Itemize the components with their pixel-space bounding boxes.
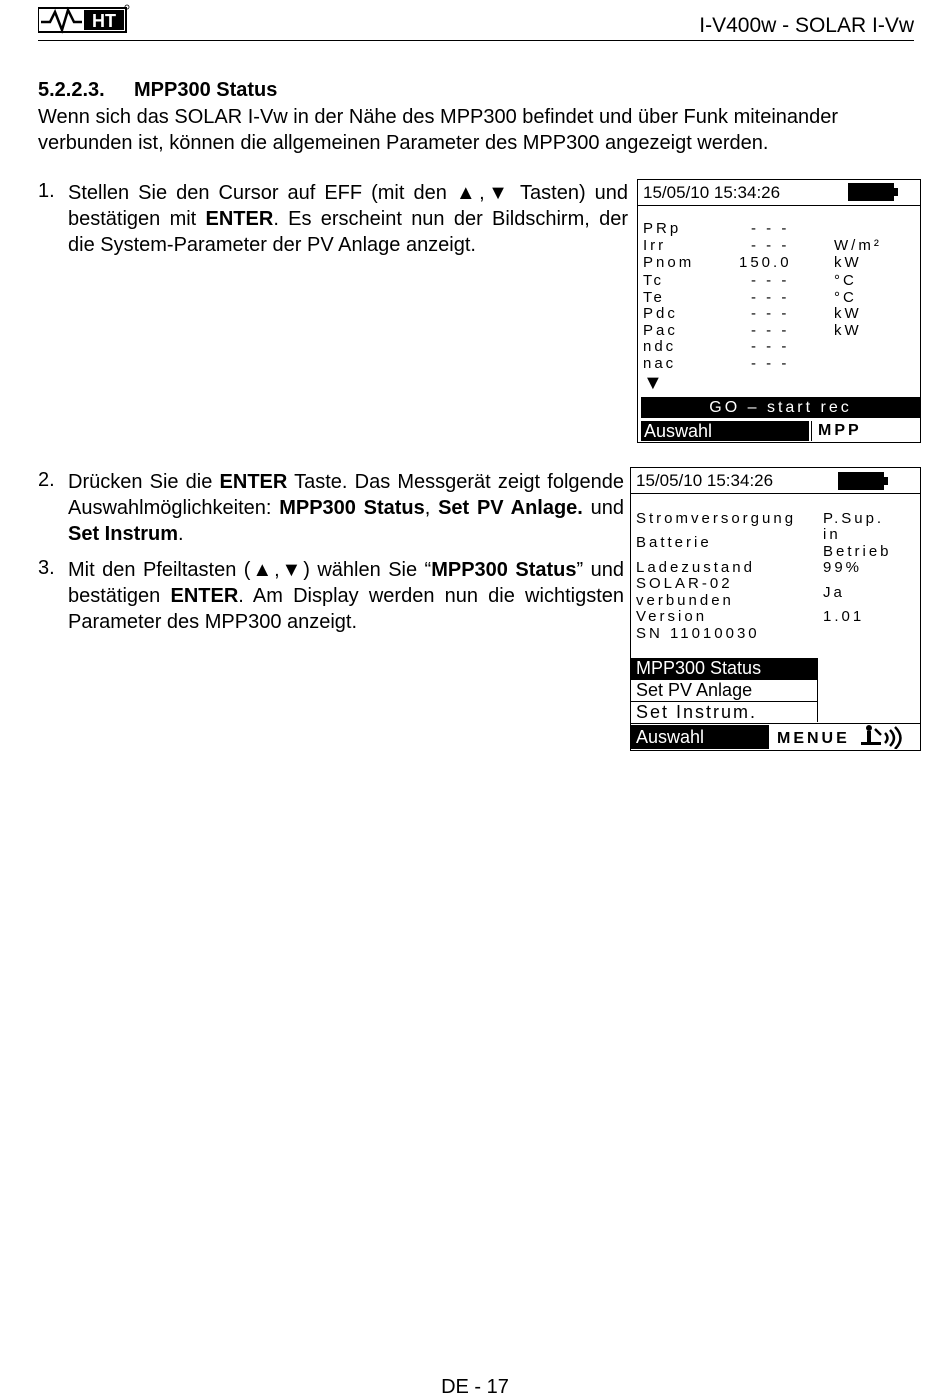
step-1-number: 1.	[38, 180, 55, 202]
parameter-value: - - -	[751, 305, 790, 322]
parameter-unit: kW	[834, 254, 862, 271]
ht-logo-graphic	[38, 4, 130, 34]
battery-icon	[838, 472, 884, 490]
parameter-row	[643, 289, 913, 305]
solar-label-line2: verbunden	[636, 592, 734, 609]
ht-logo	[38, 4, 130, 34]
step-2-number: 2.	[38, 469, 55, 491]
screen-2-header-rule	[631, 493, 920, 494]
wireless-signal-icon	[859, 723, 905, 754]
screen-1-header-rule	[638, 205, 920, 206]
option-set-instrum: Set Instrum	[68, 523, 179, 545]
step-1-part: Tasten) und bestätigen mit	[68, 182, 629, 230]
screen-1-parameter-list	[643, 220, 913, 372]
parameter-row	[643, 355, 913, 372]
batterie-value-line1: in	[823, 526, 841, 543]
batterie-label: Batterie	[636, 534, 712, 551]
softkey-auswahl: Auswahl	[631, 725, 769, 749]
enter-key: ENTER	[170, 585, 239, 607]
solar-value: Ja	[823, 584, 845, 601]
step-3-part: Mit den Pfeiltasten (	[68, 559, 251, 581]
ladezustand-value: 99%	[823, 559, 863, 576]
parameter-row	[643, 272, 913, 289]
parameter-label: Pac	[643, 322, 678, 339]
parameter-row	[643, 254, 913, 272]
parameter-unit: W/m²	[834, 237, 882, 254]
softkey-mpp: MPP	[811, 421, 920, 441]
parameter-value: - - -	[751, 237, 790, 254]
parameter-unit: kW	[834, 305, 862, 322]
parameter-label: Irr	[643, 237, 667, 254]
section-heading	[38, 79, 277, 102]
screen-1-display	[637, 179, 921, 443]
step-3-part: ) wählen Sie “	[303, 559, 432, 581]
parameter-row	[643, 338, 913, 355]
option-mpp300-status: MPP300 Status	[279, 497, 425, 519]
document-title: I-V400w - SOLAR I-Vw	[699, 14, 914, 37]
parameter-unit: °C	[834, 289, 857, 306]
menu-item-set-instrum[interactable]: Set Instrum.	[631, 702, 818, 722]
parameter-unit: kW	[834, 322, 862, 339]
step-2-part: Drücken Sie die	[68, 471, 220, 493]
parameter-label: ndc	[643, 338, 677, 355]
parameter-value: 150.0	[739, 254, 792, 271]
parameter-label: nac	[643, 355, 677, 372]
intro-paragraph: Wenn sich das SOLAR I-Vw in der Nähe des MPP300 befindet und über Funk miteinander verbunden ist, können die allgemeinen Parameter des MPP300 angezeigt werden.	[38, 106, 839, 154]
screen-2-datetime: 15/05/10 15:34:26	[636, 471, 774, 490]
enter-key: ENTER	[205, 208, 274, 230]
header-divider	[38, 40, 914, 41]
step-3-part: ” und bestätigen	[68, 559, 625, 607]
parameter-value: - - -	[751, 272, 790, 289]
section-title: MPP300 Status	[134, 79, 278, 101]
step-2-part: und	[582, 497, 624, 519]
step-2-part: ,	[424, 497, 439, 519]
parameter-row	[643, 305, 913, 322]
parameter-label: PRp	[643, 220, 682, 237]
ht-logo-text: HT	[92, 11, 116, 31]
parameter-unit: °C	[834, 272, 857, 289]
menu-item-mpp300-status[interactable]: MPP300 Status	[631, 658, 818, 679]
softkey-auswahl: Auswahl	[641, 421, 809, 441]
parameter-label: Pdc	[643, 305, 678, 322]
step-3-part: . Am Display werden nun die wichtigsten Parameter des MPP300 anzeigt.	[68, 585, 624, 633]
step-1-part: Stellen Sie den Cursor auf EFF (mit den	[68, 182, 456, 204]
screen-1-datetime: 15/05/10 15:34:26	[643, 183, 781, 202]
arrow-keys-icon: ▲,▼	[250, 559, 304, 581]
menu-item-set-pv-anlage[interactable]: Set PV Anlage	[631, 679, 818, 702]
step-3-text	[68, 557, 624, 635]
version-value: 1.01	[823, 608, 865, 625]
parameter-row	[643, 322, 913, 338]
go-start-rec-bar: GO – start rec	[641, 397, 920, 418]
parameter-value: - - -	[751, 220, 790, 237]
option-set-pv-anlage: Set PV Anlage.	[438, 497, 583, 519]
screen-2-display	[630, 467, 921, 751]
arrow-keys-icon: ▲,▼	[455, 182, 512, 204]
stromversorgung-value: P.Sup.	[823, 510, 885, 527]
step-2-text	[68, 469, 624, 547]
selected-option: MPP300 Status	[431, 559, 577, 581]
parameter-row	[643, 237, 913, 254]
serial-number: SN 11010030	[636, 625, 760, 642]
parameter-value: - - -	[751, 355, 790, 372]
page-number: DE - 17	[441, 1376, 509, 1398]
parameter-value: - - -	[751, 338, 790, 355]
stromversorgung-label: Stromversorgung	[636, 510, 797, 527]
parameter-label: Pnom	[643, 254, 695, 271]
softkey-menue: MENUE	[777, 730, 850, 747]
scroll-down-icon: ▼	[643, 372, 663, 394]
step-3-number: 3.	[38, 557, 55, 579]
parameter-label: Te	[643, 289, 665, 306]
parameter-row	[643, 220, 913, 237]
step-2-part: Taste. Das Messgerät zeigt folgende Auswahlmöglichkeiten:	[68, 471, 624, 519]
battery-icon	[848, 183, 894, 201]
step-1-part: . Es erscheint nun der Bildschirm, der die System-Parameter der PV Anlage anzeigt.	[68, 208, 628, 256]
parameter-value: - - -	[751, 289, 790, 306]
parameter-value: - - -	[751, 322, 790, 339]
batterie-value-line2: Betrieb	[823, 543, 892, 560]
solar-label-line1: SOLAR-02	[636, 575, 733, 592]
step-1-text	[68, 180, 628, 258]
parameter-label: Tc	[643, 272, 664, 289]
enter-key: ENTER	[219, 471, 288, 493]
step-2-part: .	[178, 523, 184, 545]
version-label: Version	[636, 608, 708, 625]
ladezustand-label: Ladezustand	[636, 559, 755, 576]
section-number: 5.2.2.3.	[38, 79, 105, 101]
